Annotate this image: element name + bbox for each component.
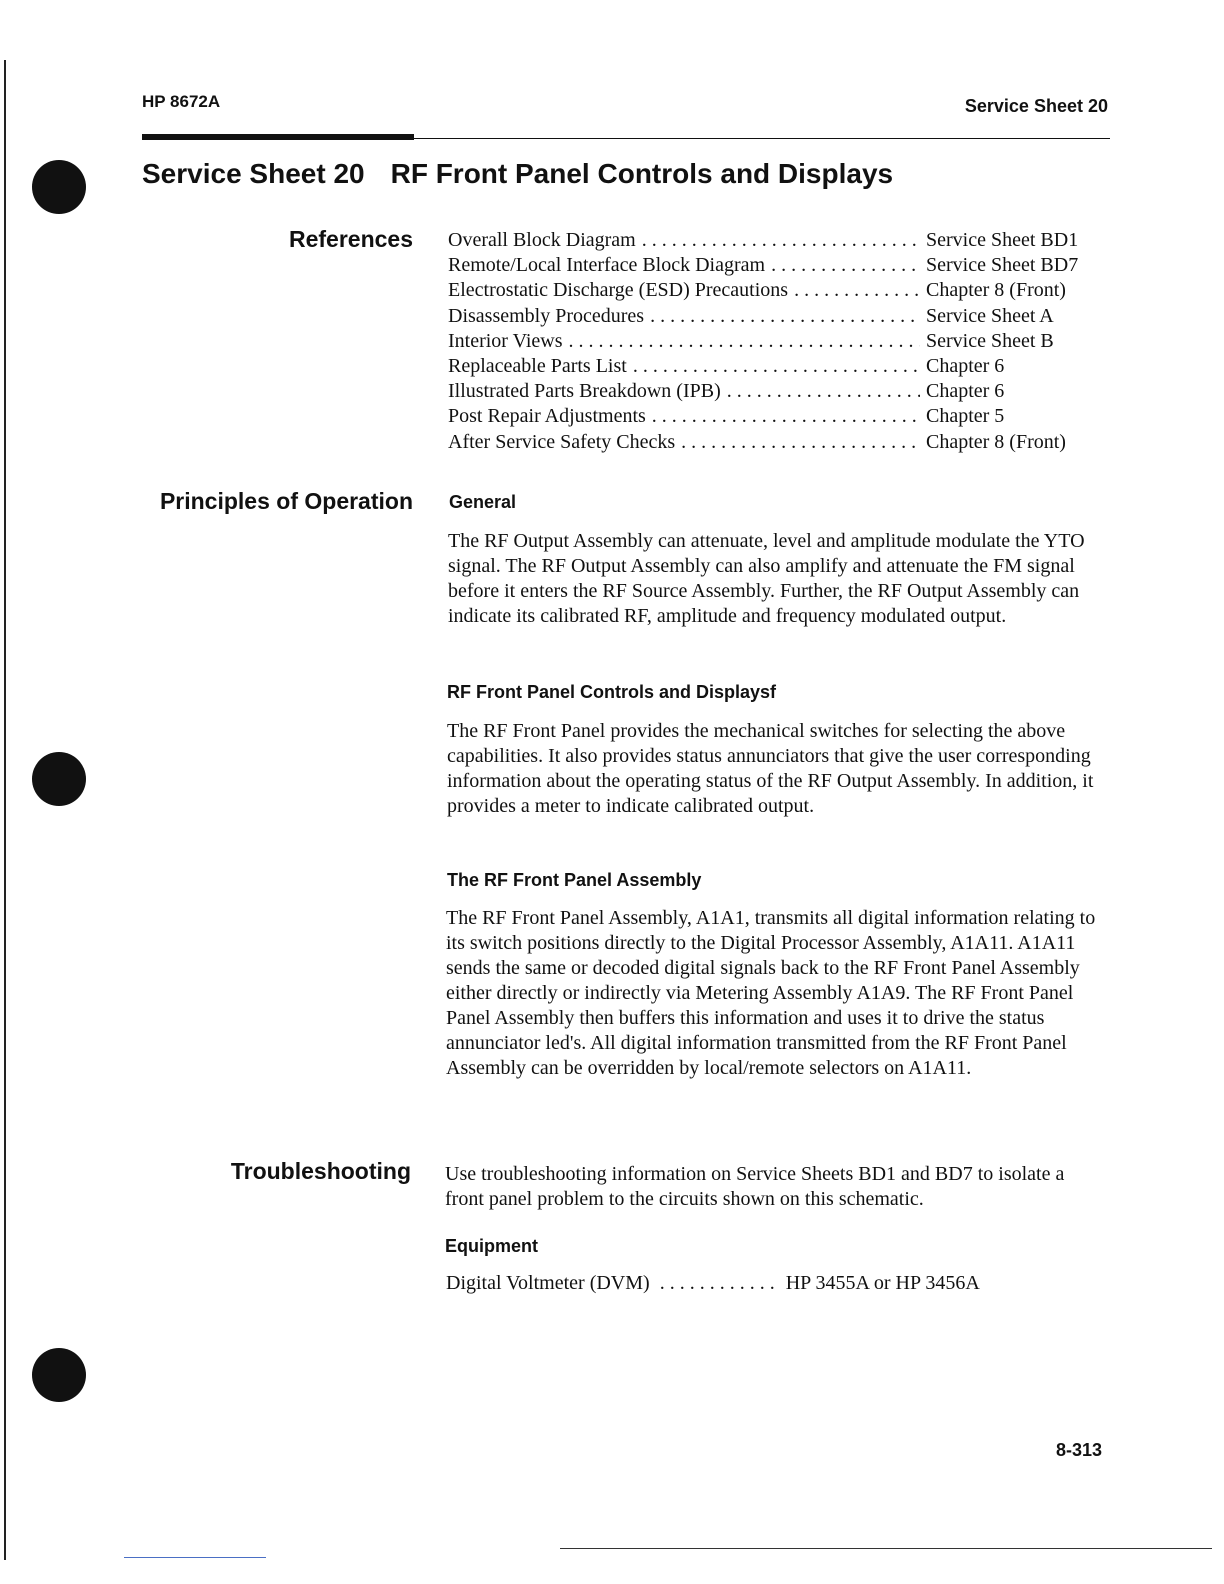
reference-value: Chapter 5 [926, 405, 1005, 428]
assembly-paragraph: The RF Front Panel Assembly, A1A1, transmits all digital information relating to its switch positions directly to the Digital Processor Assembly, A1A11. A1A11 sends the same or decoded digital signals back to the RF Front Panel Assembly either directly or indirectly via Metering Assembly A1A9. The RF Front Panel Panel Assembly then buffers this information and uses it to drive the status annunciator led's. All digital information transmitted from the RF Front Panel Assembly can be overridden by local/remote selectors on A1A11. [446, 907, 1096, 1079]
general-heading: General [449, 492, 517, 512]
reference-label: Replaceable Parts List [448, 355, 627, 378]
page-edge-line [4, 60, 6, 1560]
reference-label: Post Repair Adjustments [448, 405, 646, 428]
reference-label: Illustrated Parts Breakdown (IPB) [448, 380, 721, 403]
references-heading: References [288, 226, 413, 252]
page-title [142, 158, 893, 190]
equipment-value: HP 3455A or HP 3456A [785, 1272, 980, 1294]
reference-row [448, 253, 1096, 278]
reference-row [448, 430, 1096, 455]
reference-row [448, 329, 1096, 354]
reference-label: Interior Views [448, 329, 563, 352]
reference-row [448, 304, 1096, 329]
reference-row [448, 404, 1096, 429]
reference-value: Service Sheet BD7 [926, 254, 1079, 277]
reference-label: Electrostatic Discharge (ESD) Precautions [448, 279, 789, 302]
header-rule-accent [142, 134, 414, 140]
footer-rule [560, 1548, 1212, 1549]
reference-label: Overall Block Diagram [448, 229, 636, 251]
reference-value: Chapter 6 [926, 380, 1005, 403]
reference-label: After Service Safety Checks [448, 430, 676, 453]
binder-hole-icon [32, 1348, 86, 1402]
page-title-sheet: Service Sheet 20 [142, 158, 365, 189]
page-number: 8-313 [1055, 1440, 1102, 1460]
references-list [448, 228, 1096, 455]
reference-row [448, 354, 1096, 379]
reference-value: Chapter 8 (Front) [926, 279, 1066, 302]
general-paragraph: The RF Output Assembly can attenuate, level and amplitude modulate the YTO signal. The RF Output Assembly can also amplify and attenuate the FM signal before it enters the RF Source Assembly. Further, the RF Output Assembly can indicate its calibrated RF, amplitude and frequency modulated output. [448, 530, 1085, 627]
reference-value: Service Sheet B [926, 329, 1054, 352]
controls-paragraph: The RF Front Panel provides the mechanical switches for selecting the above capabilities. It also provides status annunciators that give the user corresponding information about the operating status of the RF Output Assembly. In addition, it provides a meter to indicate calibrated output. [447, 720, 1094, 817]
reference-value: Chapter 6 [926, 355, 1005, 378]
binder-hole-icon [32, 160, 86, 214]
footer-blue-line [124, 1557, 266, 1558]
reference-row [448, 228, 1096, 253]
reference-row [448, 379, 1096, 404]
reference-label: Disassembly Procedures [448, 304, 645, 327]
reference-label: Remote/Local Interface Block Diagram [448, 254, 766, 277]
binder-hole-icon [32, 752, 86, 806]
reference-value: Chapter 8 (Front) [926, 430, 1066, 453]
reference-value: Service Sheet BD1 [926, 229, 1079, 251]
reference-row [448, 278, 1096, 303]
equipment-label: Digital Voltmeter (DVM) [446, 1272, 650, 1294]
assembly-heading: The RF Front Panel Assembly [447, 870, 702, 890]
principles-heading: Principles of Operation [159, 488, 413, 514]
page-title-name: RF Front Panel Controls and Displays [390, 158, 894, 189]
header-sheet: Service Sheet 20 [964, 96, 1108, 116]
equipment-row [446, 1272, 980, 1295]
controls-heading: RF Front Panel Controls and Displaysf [447, 682, 777, 702]
troubleshooting-paragraph: Use troubleshooting information on Service Sheets BD1 and BD7 to isolate a front panel problem to the circuits shown on this schematic. [445, 1163, 1065, 1210]
equipment-heading: Equipment [445, 1236, 538, 1256]
header-model: HP 8672A [142, 92, 221, 111]
reference-value: Service Sheet A [926, 304, 1054, 327]
troubleshooting-heading: Troubleshooting [230, 1158, 411, 1184]
